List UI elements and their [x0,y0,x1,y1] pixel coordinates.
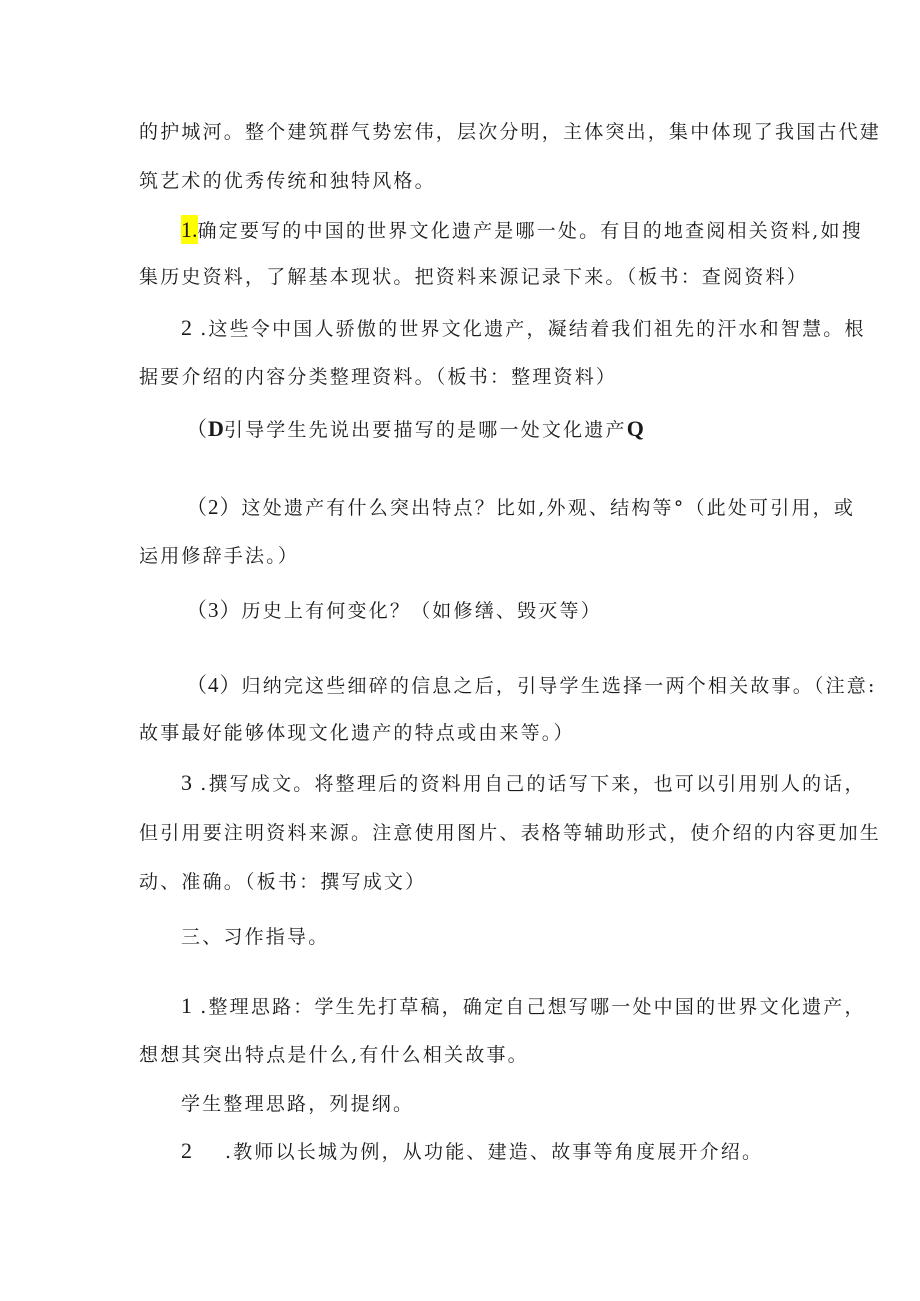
sub-item-1-text: 引导学生先说出要描写的是哪一处文化遗产 [223,419,627,441]
sub-item-3 [186,597,602,624]
sub-item-4-label: （4） [186,673,242,697]
sub-item-4 [186,672,877,699]
guide-1-text: .整理思路：学生先打草稿，确定自己想写哪一处中国的世界文化遗产， [192,996,866,1018]
step-1-line [181,217,863,244]
sub-item-1-open: （ [186,417,208,441]
guide-2-line [181,1138,763,1165]
sub-item-2-text: 这处遗产有什么突出特点？比如,外观、结构等°（此处可引用，或 [241,497,856,519]
paragraph-line: 集历史资料，了解基本现状。把资料来源记录下来。（板书：查阅资料） [139,266,808,288]
step-2-text: .这些令中国人骄傲的世界文化遗产，凝结着我们祖先的汗水和智慧。根 [192,318,866,340]
paragraph-line: 动、准确。（板书：撰写成文） [139,871,427,893]
paragraph-line: 想想其突出特点是什么,有什么相关故事。 [139,1044,529,1066]
step-3-line [181,770,866,797]
sub-item-3-text: 历史上有何变化？（如修缮、毁灭等） [241,600,602,622]
guide-2-number: 2 [181,1138,192,1163]
step-2-line [181,315,866,342]
sub-item-2 [186,494,855,521]
paragraph-line: 学生整理思路，列提纲。 [181,1093,415,1115]
step-3-number: 3 [181,770,192,795]
paragraph-line: 据要介绍的内容分类整理资料。（板书：整理资料） [139,366,618,388]
step-3-text: .撰写成文。将整理后的资料用自己的话写下来，也可以引用别人的话， [192,773,866,795]
paragraph-line: 故事最好能够体现文化遗产的特点或由来等。） [139,722,575,744]
sub-item-4-text: 归纳完这些细碎的信息之后，引导学生选择一两个相关故事。（注意: [241,675,877,697]
sub-item-3-label: （3） [186,598,242,622]
sub-item-2-label: （2） [186,495,242,519]
step-2-number: 2 [181,315,192,340]
guide-1-number: 1 [181,993,192,1018]
paragraph-line: 筑艺术的优秀传统和独特风格。 [139,170,436,192]
sub-item-1 [186,416,644,443]
sub-item-1-mark: D [208,416,224,441]
sub-item-1-close: Q [626,416,644,441]
step-1-text: 确定要写的中国的世界文化遗产是哪一处。有目的地查阅相关资料,如搜 [197,220,863,242]
step-1-number-highlight: 1. [181,217,198,242]
paragraph-line: 的护城河。整个建筑群气势宏伟，层次分明，主体突出，集中体现了我国古代建 [139,121,882,143]
section-heading: 三、习作指导。 [181,926,330,948]
guide-2-text: .教师以长城为例，从功能、建造、故事等角度展开介绍。 [192,1141,764,1163]
paragraph-line: 运用修辞手法。） [139,545,300,567]
guide-1-line [181,993,866,1020]
paragraph-line: 但引用要注明资料来源。注意使用图片、表格等辅助形式，使介绍的内容更加生 [139,822,882,844]
